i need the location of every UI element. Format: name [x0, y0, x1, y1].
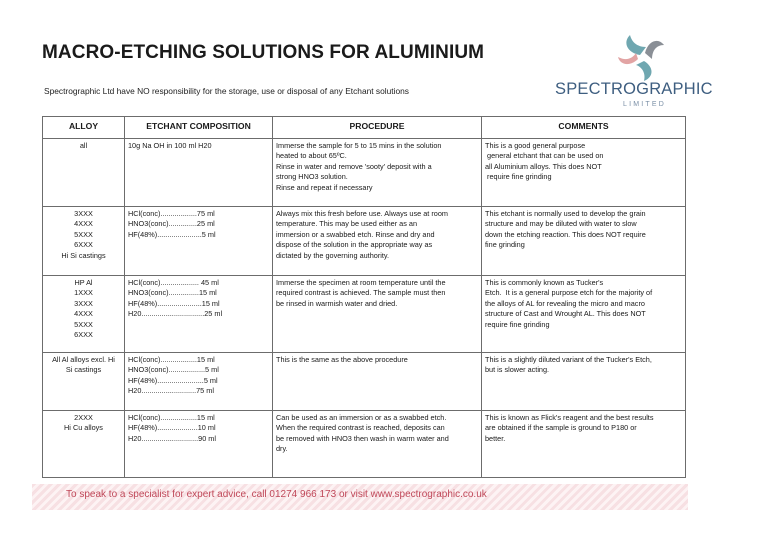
composition-line: H20...............................25 ml	[128, 309, 223, 319]
cell-procedure	[273, 276, 482, 353]
cell-composition	[125, 411, 273, 478]
cell-alloy	[43, 139, 125, 207]
comments-line: structure of Cast and Wrought AL. This does NOT	[485, 309, 646, 319]
cell-comments	[482, 411, 686, 478]
composition-line: HCl(conc)..................15 ml	[128, 413, 215, 422]
alloy-line: All Al alloys excl. Hi	[52, 355, 115, 364]
composition-line: HNO3(conc)..............25 ml	[128, 219, 215, 229]
alloy-line: 4XXX	[74, 309, 93, 319]
cell-comments	[482, 276, 686, 353]
procedure-line: Immerse the specimen at room temperature until the	[276, 278, 446, 287]
comments-line: structure and may be diluted with water to slow	[485, 219, 637, 229]
etching-solutions-table	[42, 116, 686, 478]
composition-line: HCl(conc)..................15 ml	[128, 355, 215, 364]
footer-banner	[32, 484, 688, 510]
table-row	[43, 139, 686, 207]
header-procedure: PROCEDURE	[273, 117, 482, 139]
page-title: MACRO-ETCHING SOLUTIONS FOR ALUMINIUM	[42, 42, 485, 63]
comments-line: require fine grinding	[485, 172, 552, 182]
table-row	[43, 353, 686, 411]
comments-line: fine grinding	[485, 240, 525, 250]
header-etchant-composition: ETCHANT COMPOSITION	[125, 117, 273, 139]
table-row	[43, 411, 686, 478]
procedure-line: strong HNO3 solution.	[276, 172, 348, 182]
cell-composition	[125, 207, 273, 276]
cell-composition	[125, 353, 273, 411]
comments-line: better.	[485, 433, 506, 443]
alloy-line: 2XXX	[74, 413, 93, 422]
table-row	[43, 276, 686, 353]
cell-alloy	[43, 353, 125, 411]
composition-line: HF(48%)......................15 ml	[128, 298, 220, 308]
comments-line: general etchant that can be used on	[485, 151, 604, 161]
alloy-line: 4XXX	[74, 219, 93, 229]
logo-wordmark: SPECTROGRAPHIC	[555, 80, 713, 98]
alloy-line: 3XXX	[74, 298, 93, 308]
comments-line: the alloys of AL for revealing the micro and macro	[485, 298, 645, 308]
composition-line: HNO3(conc)...............15 ml	[128, 288, 217, 298]
procedure-line: dry.	[276, 444, 288, 454]
cell-comments	[482, 207, 686, 276]
disclaimer-text: Spectrographic Ltd have NO responsibility for the storage, use or disposal of any Etchant solutions	[44, 86, 409, 96]
procedure-line: Immerse the sample for 5 to 15 mins in the solution	[276, 141, 442, 150]
alloy-line: all	[79, 141, 88, 150]
cell-procedure	[273, 139, 482, 207]
composition-line: 10g Na OH in 100 ml H20	[128, 141, 212, 150]
alloy-line: 3XXX	[74, 209, 93, 218]
comments-line: Etch. It is a general purpose etch for the majority of	[485, 288, 653, 298]
cell-procedure	[273, 207, 482, 276]
alloy-line: 5XXX	[74, 319, 93, 329]
comments-line: require fine grinding	[485, 319, 550, 329]
cell-comments	[482, 353, 686, 411]
alloy-line: 5XXX	[74, 229, 93, 239]
alloy-line: HP Al	[74, 278, 93, 287]
composition-line: H20...........................75 ml	[128, 386, 214, 396]
procedure-line: immersion or a swabbed etch. Rinse and dry and	[276, 229, 435, 239]
comments-line: down the etching reaction. This does NOT require	[485, 229, 646, 239]
composition-line: H20............................90 ml	[128, 433, 216, 443]
procedure-line: required contrast is achieved. The sample must then	[276, 288, 446, 298]
procedure-line: be removed with HNO3 then wash in warm water and	[276, 433, 449, 443]
procedure-line: heated to about 65ºC.	[276, 151, 347, 161]
procedure-line: This is the same as the above procedure	[276, 355, 408, 364]
cell-procedure	[273, 353, 482, 411]
comments-line: This is known as Flick's reagent and the best results	[485, 413, 654, 422]
cell-alloy	[43, 207, 125, 276]
table-header-row	[43, 117, 686, 139]
procedure-line: dictated by the governing authority.	[276, 250, 390, 260]
comments-line: all Aluminium alloys. This does NOT	[485, 161, 602, 171]
procedure-line: Rinse in water and remove 'sooty' deposit with a	[276, 161, 432, 171]
procedure-line: Can be used as an immersion or as a swabbed etch.	[276, 413, 447, 422]
comments-line: This is a slightly diluted variant of the Tucker's Etch,	[485, 355, 652, 364]
header-comments: COMMENTS	[482, 117, 686, 139]
header-alloy: ALLOY	[43, 117, 125, 139]
composition-line: HCl(conc)..................75 ml	[128, 209, 215, 218]
comments-line: This etchant is normally used to develop the grain	[485, 209, 646, 218]
alloy-line: 1XXX	[74, 288, 93, 298]
procedure-line: When the required contrast is reached, deposits can	[276, 423, 445, 433]
comments-line: This is a good general purpose	[485, 141, 586, 150]
procedure-line: temperature. This may be used either as an	[276, 219, 418, 229]
cell-alloy	[43, 276, 125, 353]
cell-procedure	[273, 411, 482, 478]
cell-composition	[125, 276, 273, 353]
logo-subtitle: LIMITED	[623, 101, 667, 108]
cell-alloy	[43, 411, 125, 478]
procedure-line: be rinsed in warmish water and dried.	[276, 298, 398, 308]
alloy-line: 6XXX	[74, 330, 93, 340]
procedure-line: Always mix this fresh before use. Always use at room	[276, 209, 448, 218]
comments-line: but is slower acting.	[485, 365, 550, 375]
composition-line: HNO3(conc)..................5 ml	[128, 365, 219, 375]
procedure-line: Rinse and repeat if necessary	[276, 182, 373, 192]
composition-line: HF(48%)....................10 ml	[128, 423, 216, 433]
cell-composition	[125, 139, 273, 207]
cell-comments	[482, 139, 686, 207]
procedure-line: dispose of the solution in the appropriate way as	[276, 240, 433, 250]
alloy-line: 6XXX	[74, 240, 93, 250]
composition-line: HCl(conc)................... 45 ml	[128, 278, 219, 287]
composition-line: HF(48%).......................5 ml	[128, 375, 218, 385]
alloy-line: Hi Cu alloys	[64, 423, 103, 433]
footer-contact-text: To speak to a specialist for expert advice, call 01274 966 173 or visit www.spectrographic.co.uk	[66, 489, 487, 500]
alloy-line: Si castings	[65, 365, 102, 375]
table-row	[43, 207, 686, 276]
composition-line: HF(48%)......................5 ml	[128, 229, 216, 239]
comments-line: This is commonly known as Tucker's	[485, 278, 604, 287]
alloy-line: Hi Si castings	[61, 250, 106, 260]
comments-line: are obtained if the sample is ground to P180 or	[485, 423, 637, 433]
